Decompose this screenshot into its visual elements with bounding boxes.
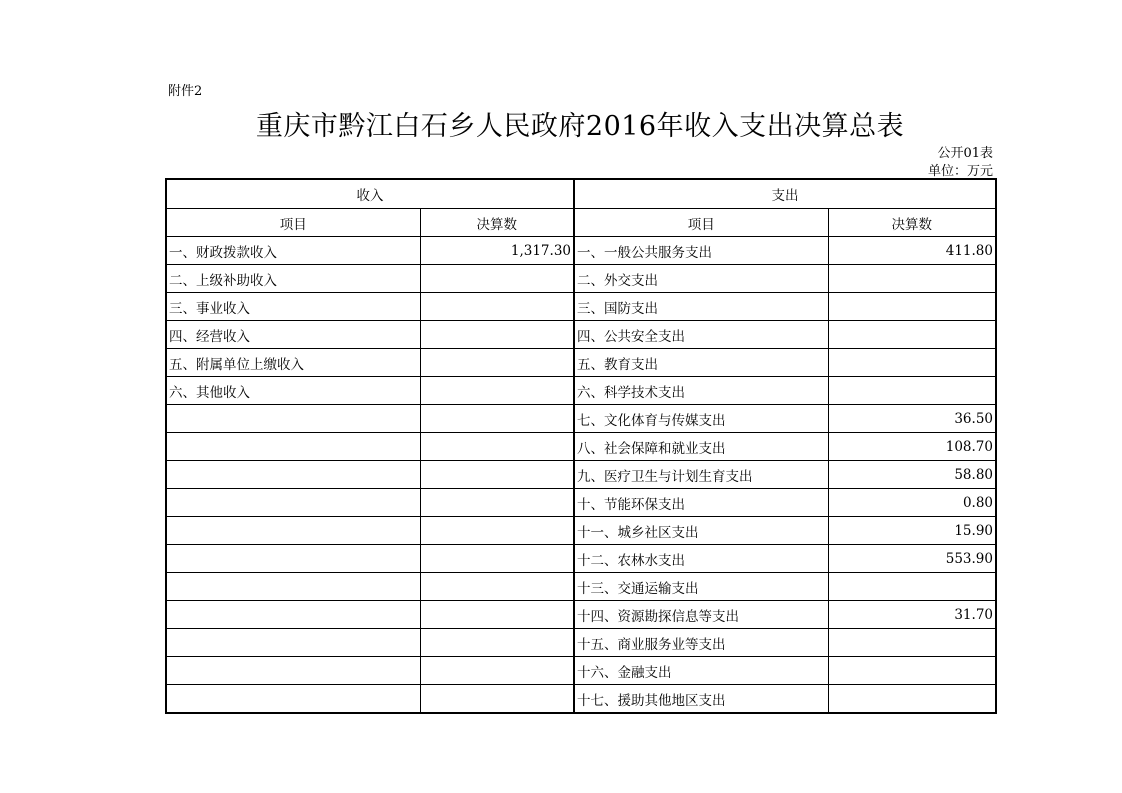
expense-item-cell: 七、文化体育与传媒支出 (574, 405, 828, 433)
expense-amount-cell: 15.90 (828, 517, 996, 545)
expense-item-cell: 十五、商业服务业等支出 (574, 629, 828, 657)
expense-amount-cell (828, 377, 996, 405)
expense-amount-cell: 58.80 (828, 461, 996, 489)
expense-item-cell: 五、教育支出 (574, 349, 828, 377)
income-item-cell (166, 545, 420, 573)
table-row (166, 377, 996, 405)
expense-amount-cell: 411.80 (828, 237, 996, 265)
expense-amount-cell: 553.90 (828, 545, 996, 573)
table-row (166, 293, 996, 321)
expense-amount-cell (828, 629, 996, 657)
expense-amount-cell (828, 685, 996, 714)
income-amount-cell (420, 629, 574, 657)
income-amount-cell (420, 349, 574, 377)
income-item-cell: 五、附属单位上缴收入 (166, 349, 420, 377)
budget-summary-table (165, 178, 997, 714)
income-item-cell: 二、上级补助收入 (166, 265, 420, 293)
expense-item-cell: 三、国防支出 (574, 293, 828, 321)
income-amount-cell (420, 321, 574, 349)
expense-amount-header: 决算数 (828, 209, 996, 237)
income-item-cell (166, 685, 420, 714)
expense-item-cell: 八、社会保障和就业支出 (574, 433, 828, 461)
income-item-cell (166, 601, 420, 629)
income-amount-cell (420, 265, 574, 293)
group-header-row (166, 179, 996, 209)
income-item-cell (166, 461, 420, 489)
table-row (166, 321, 996, 349)
attachment-label: 附件2 (168, 84, 203, 99)
income-amount-cell (420, 489, 574, 517)
expense-item-cell: 十三、交通运输支出 (574, 573, 828, 601)
income-item-cell (166, 489, 420, 517)
table-row (166, 545, 996, 573)
income-amount-cell (420, 657, 574, 685)
expense-item-cell: 十一、城乡社区支出 (574, 517, 828, 545)
expense-item-header: 项目 (574, 209, 828, 237)
unit-label: 单位：万元 (927, 164, 993, 179)
expense-amount-cell (828, 573, 996, 601)
expense-amount-cell (828, 321, 996, 349)
expense-item-cell: 九、医疗卫生与计划生育支出 (574, 461, 828, 489)
table-row (166, 405, 996, 433)
income-item-cell (166, 657, 420, 685)
expense-item-cell: 十二、农林水支出 (574, 545, 828, 573)
income-item-cell: 六、其他收入 (166, 377, 420, 405)
income-amount-cell (420, 377, 574, 405)
table-row (166, 489, 996, 517)
income-group-header: 收入 (166, 179, 574, 209)
table-row (166, 349, 996, 377)
expense-item-cell: 一、一般公共服务支出 (574, 237, 828, 265)
income-item-header: 项目 (166, 209, 420, 237)
income-item-cell (166, 573, 420, 601)
income-item-cell (166, 517, 420, 545)
page-title: 重庆市黔江白石乡人民政府2016年收入支出决算总表 (255, 111, 905, 142)
income-amount-cell (420, 517, 574, 545)
expense-group-header: 支出 (574, 179, 996, 209)
expense-item-cell: 二、外交支出 (574, 265, 828, 293)
table-row (166, 517, 996, 545)
table-row (166, 685, 996, 714)
table-row (166, 573, 996, 601)
income-amount-cell (420, 685, 574, 714)
expense-amount-cell (828, 293, 996, 321)
expense-item-cell: 四、公共安全支出 (574, 321, 828, 349)
income-amount-cell (420, 293, 574, 321)
table-row (166, 433, 996, 461)
expense-amount-cell: 0.80 (828, 489, 996, 517)
income-item-cell (166, 405, 420, 433)
expense-item-cell: 十六、金融支出 (574, 657, 828, 685)
expense-amount-cell: 36.50 (828, 405, 996, 433)
income-amount-cell: 1,317.30 (420, 237, 574, 265)
expense-amount-cell (828, 265, 996, 293)
expense-item-cell: 十七、援助其他地区支出 (574, 685, 828, 714)
income-item-cell (166, 433, 420, 461)
expense-amount-cell (828, 349, 996, 377)
expense-amount-cell (828, 657, 996, 685)
table-row (166, 265, 996, 293)
income-amount-cell (420, 461, 574, 489)
expense-amount-cell: 31.70 (828, 601, 996, 629)
expense-item-cell: 十、节能环保支出 (574, 489, 828, 517)
income-item-cell (166, 629, 420, 657)
income-amount-cell (420, 545, 574, 573)
income-amount-cell (420, 405, 574, 433)
income-item-cell: 一、财政拨款收入 (166, 237, 420, 265)
expense-item-cell: 六、科学技术支出 (574, 377, 828, 405)
table-row (166, 237, 996, 265)
income-amount-cell (420, 601, 574, 629)
table-row (166, 629, 996, 657)
table-row (166, 657, 996, 685)
table-row (166, 461, 996, 489)
income-amount-header: 决算数 (420, 209, 574, 237)
income-amount-cell (420, 573, 574, 601)
income-item-cell: 三、事业收入 (166, 293, 420, 321)
income-amount-cell (420, 433, 574, 461)
table-row (166, 601, 996, 629)
form-code: 公开01表 (937, 146, 993, 161)
column-header-row (166, 209, 996, 237)
expense-amount-cell: 108.70 (828, 433, 996, 461)
expense-item-cell: 十四、资源勘探信息等支出 (574, 601, 828, 629)
income-item-cell: 四、经营收入 (166, 321, 420, 349)
